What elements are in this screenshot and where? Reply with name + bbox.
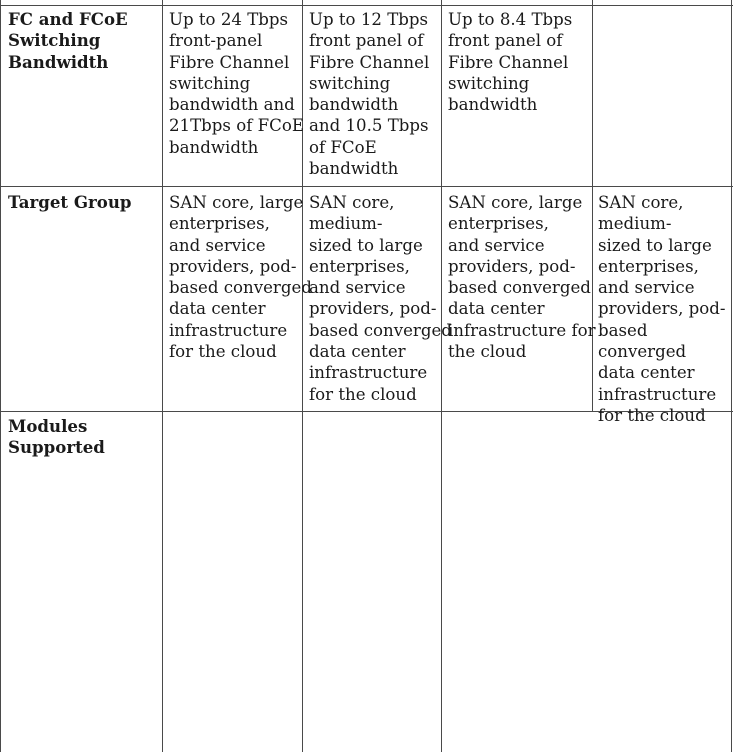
row-label-modules-supported: Modules Supported — [8, 416, 105, 458]
table-cell: SAN core, medium- sized to large enterprises, and service providers, pod- based converged data center infrastructure for the cloud — [309, 193, 452, 404]
row-label-bandwidth: FC and FCoE Switching Bandwidth — [8, 9, 128, 72]
table-cell: Up to 24 Tbps front-panel Fibre Channel switching bandwidth and 21Tbps of FCoE bandwidth — [169, 10, 304, 157]
table-cell: SAN core, large enterprises, and service providers, pod- based converged data center infrastructure for the cloud — [448, 193, 596, 362]
table-cell: SAN core, medium- sized to large enterprises, and service providers, pod- based converged data center infrastructure for the cloud — [598, 193, 726, 425]
column-divider — [162, 0, 163, 752]
row-divider-top — [0, 5, 733, 6]
table-cell: Up to 12 Tbps front panel of Fibre Channel switching bandwidth and 10.5 Tbps of FCoE bandwidth — [309, 10, 430, 179]
table-cell: SAN core, large enterprises, and service providers, pod- based converged data center infrastructure for the cloud — [169, 193, 312, 362]
table-border-left — [0, 0, 1, 752]
row-label-target-group: Target Group — [8, 192, 132, 212]
row-divider — [0, 186, 733, 187]
table-cell: Up to 8.4 Tbps front panel of Fibre Channel switching bandwidth — [448, 10, 573, 115]
